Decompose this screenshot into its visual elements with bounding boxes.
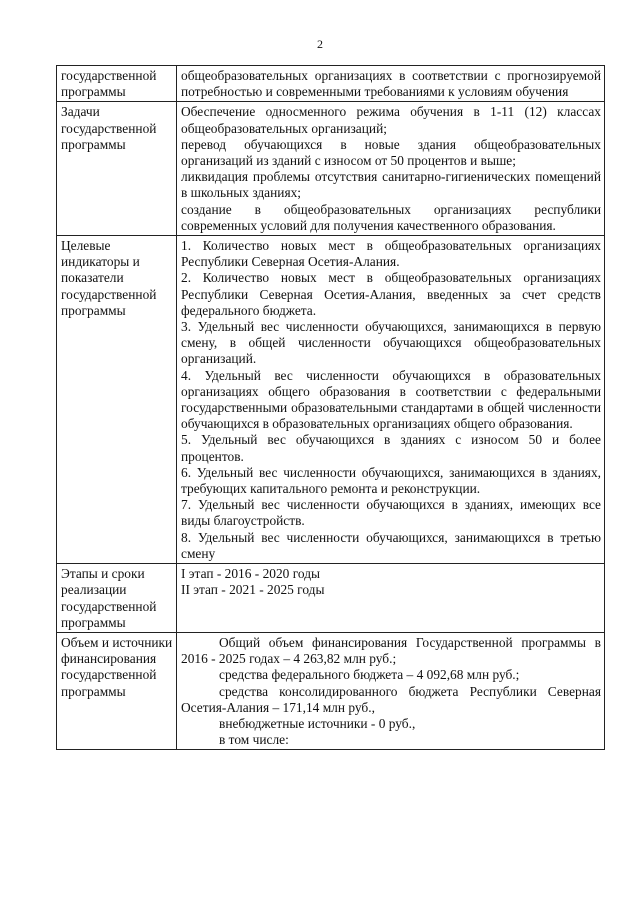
content-paragraph: Обеспечение односменного режима обучения в 1-11 (12) классах общеобразовательных организаций; — [181, 104, 601, 136]
indicator-item: 6. Удельный вес численности обучающихся, занимающихся в зданиях, требующих капитального ремонта и реконструкции. — [181, 464, 601, 497]
row-content — [177, 66, 605, 102]
row-label: государственной программы — [57, 66, 177, 102]
table-row-target-indicators — [57, 236, 605, 564]
row-content — [177, 632, 605, 749]
financing-including: в том числе: — [219, 732, 289, 748]
program-passport-table — [56, 65, 605, 750]
content-paragraph: создание в общеобразовательных организациях республики современных условий для получения качественного образования. — [181, 201, 601, 233]
row-label: Этапы и сроки реализации государственной программы — [57, 564, 177, 633]
content-paragraph: перевод обучающихся в новые здания общеобразовательных организаций из зданий с износом от 50 процентов и выше; — [181, 136, 601, 169]
indicator-item: 2. Количество новых мест в общеобразовательных организациях Республики Северная Осетия-Алания, введенных за счет средств федерального бюджета. — [181, 270, 601, 318]
row-content — [177, 102, 605, 236]
row-label: Объем и источники финансирования государственной программы — [57, 632, 177, 749]
stage-item: II этап - 2021 - 2025 годы — [181, 582, 325, 598]
table-row-financing — [57, 632, 605, 749]
stage-item: I этап - 2016 - 2020 годы — [181, 566, 320, 582]
financing-consolidated: средства консолидированного бюджета Республики Северная Осетия-Алания – 171,14 млн руб., — [181, 683, 601, 715]
row-content — [177, 236, 605, 564]
financing-federal: средства федерального бюджета – 4 092,68 млн руб.; — [219, 667, 520, 683]
table-row-tasks — [57, 102, 605, 236]
row-label: Целевые индикаторы и показатели государственной программы — [57, 236, 177, 564]
financing-total: Общий объем финансирования Государственной программы в 2016 - 2025 годах – 4 263,82 млн руб.; — [181, 634, 601, 667]
indicator-item: 7. Удельный вес численности обучающихся в зданиях, имеющих все виды благоустройств. — [181, 497, 601, 529]
financing-extrabudgetary: внебюджетные источники - 0 руб., — [219, 715, 416, 731]
indicator-item: 3. Удельный вес численности обучающихся, занимающихся в первую смену, в общей численности обучающихся общеобразовательных организаций. — [181, 319, 601, 367]
indicator-item: 8. Удельный вес численности обучающихся, занимающихся в третью смену — [181, 529, 601, 561]
content-paragraph: ликвидация проблемы отсутствия санитарно-гигиенических помещений в школьных зданиях; — [181, 169, 601, 201]
table-row-goal-continuation — [57, 66, 605, 102]
indicator-item: 5. Удельный вес обучающихся в зданиях с износом 50 и более процентов. — [181, 432, 601, 464]
row-content — [177, 564, 605, 633]
page-number: 2 — [317, 37, 323, 51]
row-label: Задачи государственной программы — [57, 102, 177, 236]
indicator-item: 4. Удельный вес численности обучающихся в образовательных организациях общего образования в соответствии с федеральными государственными образовательными стандартами в общей численности обучающихся в образовательных организациях общего образования. — [181, 367, 601, 432]
table-row-stages — [57, 564, 605, 633]
content-paragraph: общеобразовательных организациях в соответствии с прогнозируемой потребностью и современными требованиями к условиям обучения — [181, 68, 601, 100]
indicator-item: 1. Количество новых мест в общеобразовательных организациях Республики Северная Осетия-Алания. — [181, 238, 601, 270]
